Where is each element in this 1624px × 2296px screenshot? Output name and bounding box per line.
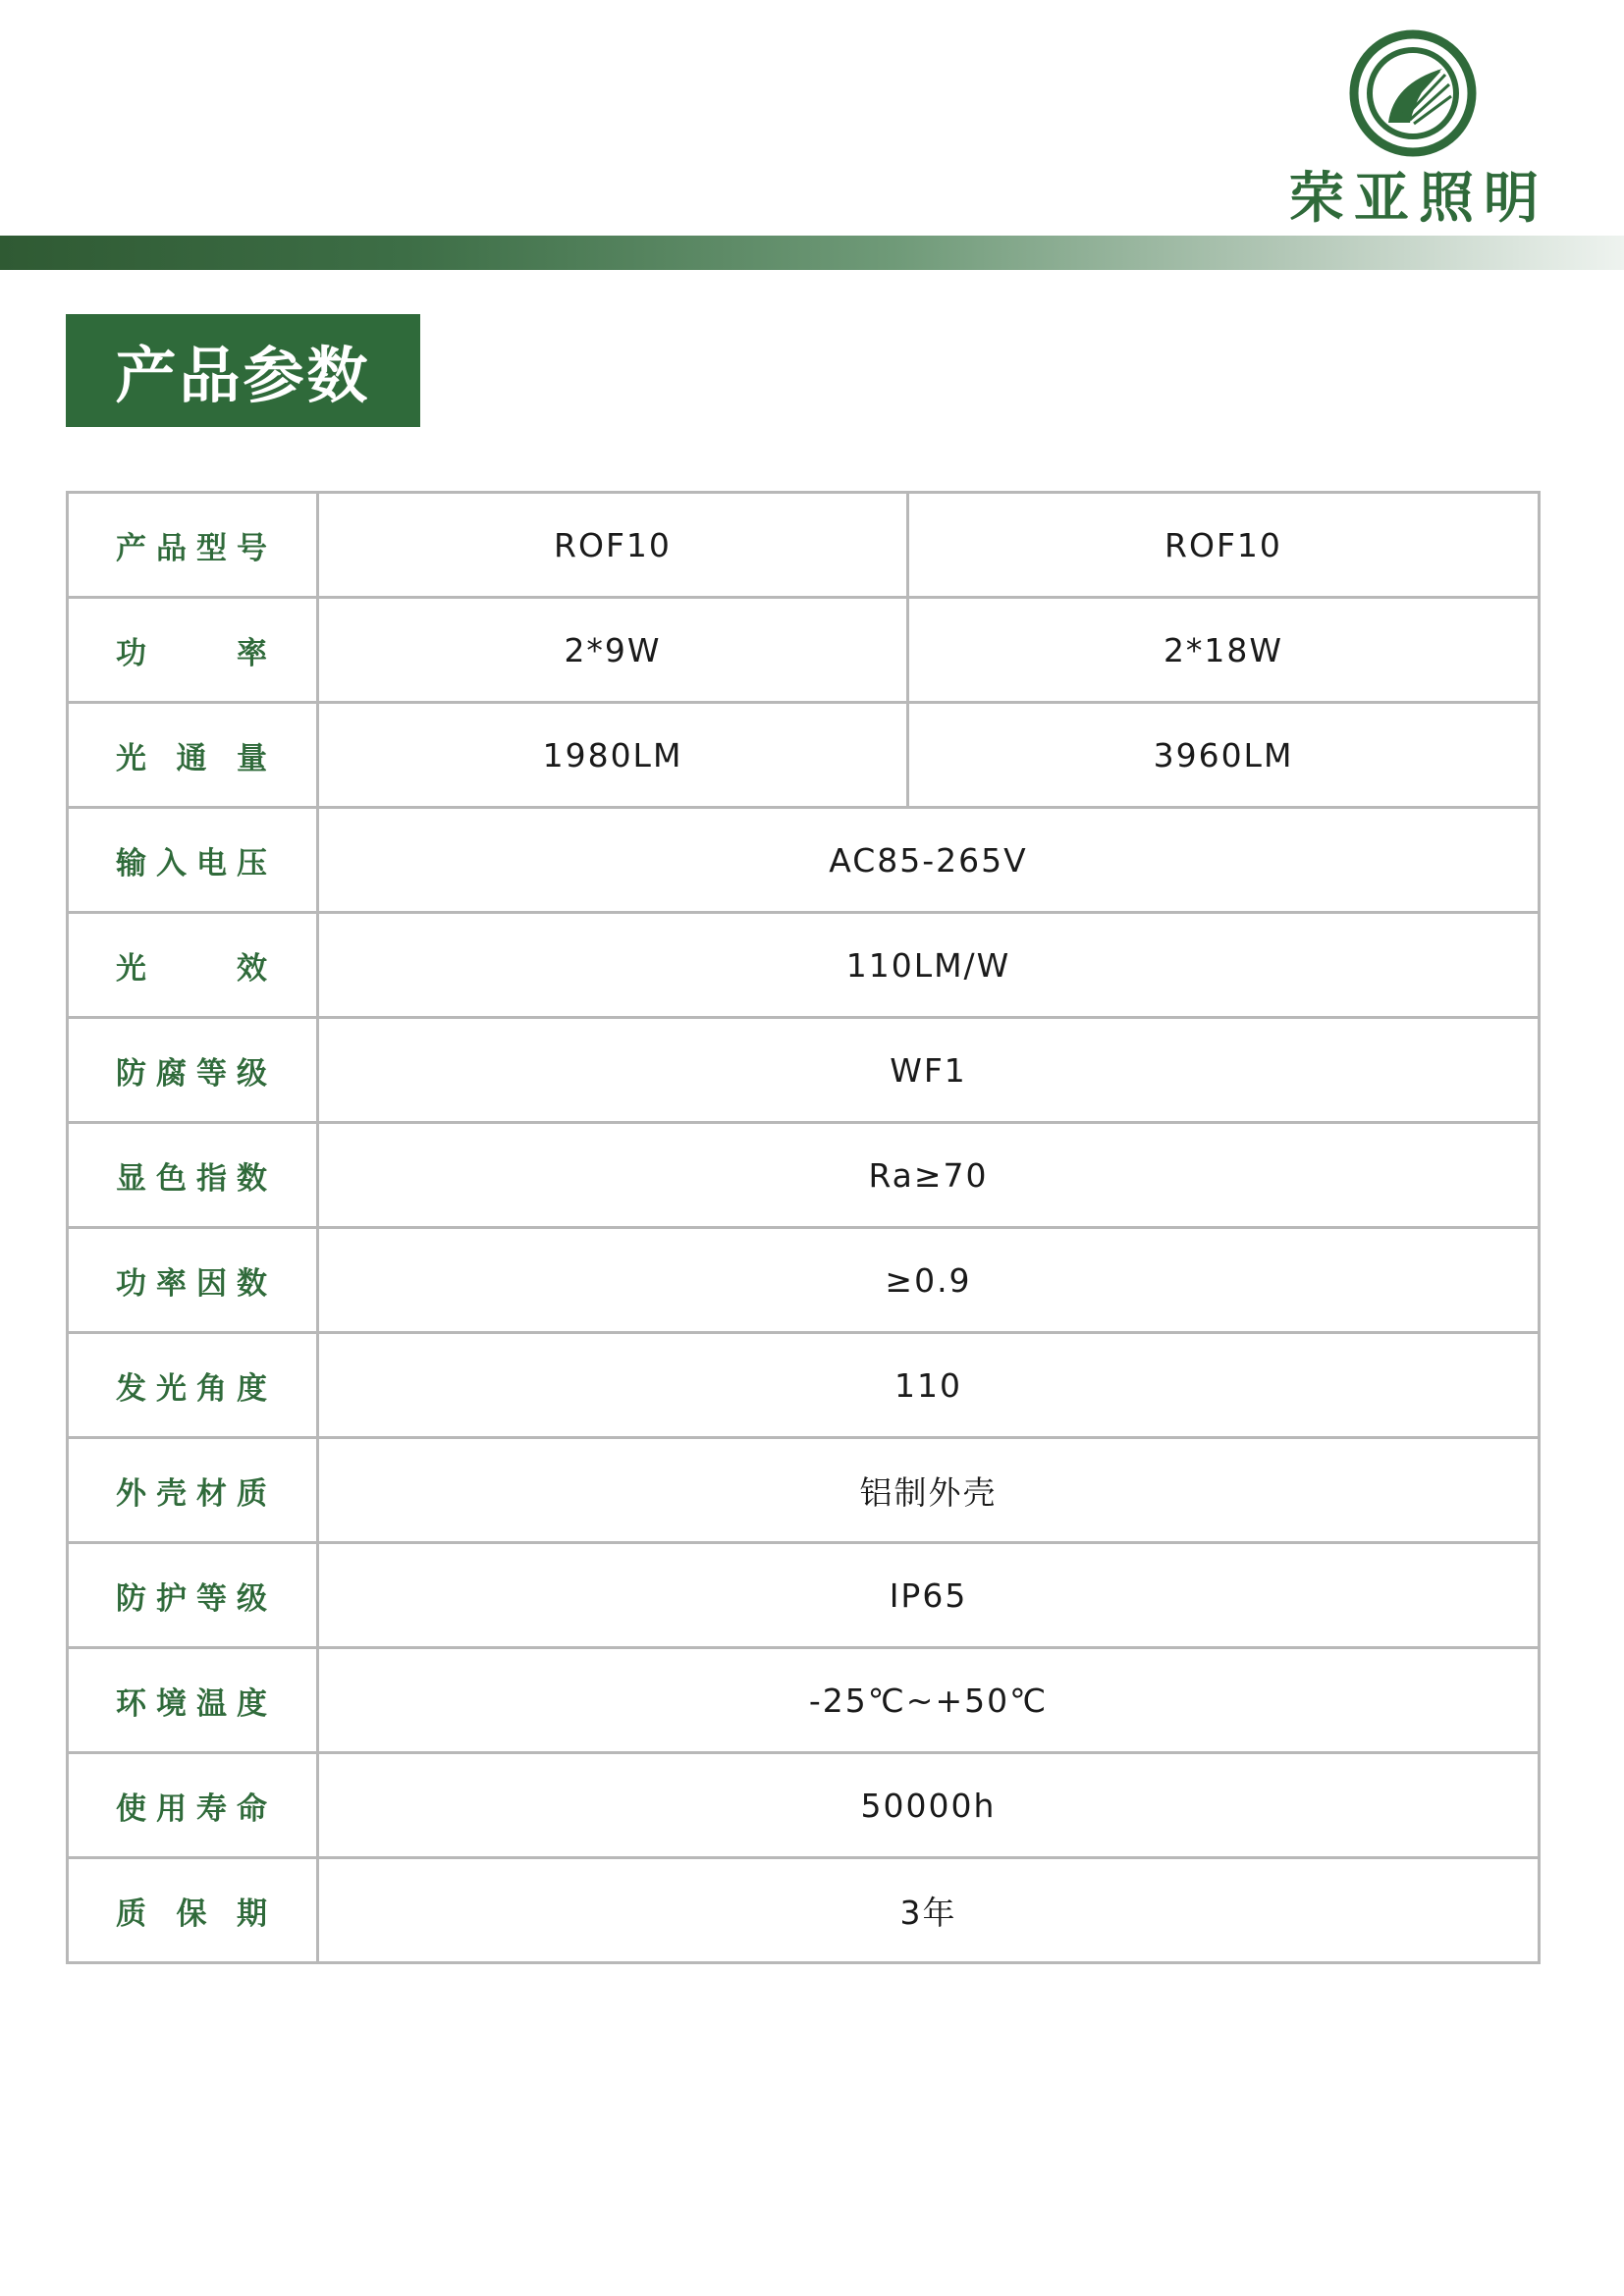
row-value: 2*18W: [908, 598, 1540, 703]
row-label: 防护等级: [68, 1543, 318, 1648]
row-label: 发光角度: [68, 1333, 318, 1438]
table-row: [68, 1123, 1540, 1228]
row-value: ROF10: [908, 493, 1540, 598]
leaf-logo-icon: [1349, 29, 1477, 157]
table-row: [68, 1648, 1540, 1753]
table-row: [68, 1018, 1540, 1123]
row-value: WF1: [318, 1018, 1540, 1123]
row-label: 环境温度: [68, 1648, 318, 1753]
row-value: 50000h: [318, 1753, 1540, 1858]
row-label: 光通量: [68, 703, 318, 808]
section-title: 产品参数: [115, 340, 371, 411]
row-value: ≥0.9: [318, 1228, 1540, 1333]
table-row: [68, 1333, 1540, 1438]
table-row: [68, 1228, 1540, 1333]
row-value: ROF10: [318, 493, 908, 598]
row-label: 防腐等级: [68, 1018, 318, 1123]
row-value: 1980LM: [318, 703, 908, 808]
table-row: [68, 913, 1540, 1018]
row-value: 3年: [318, 1858, 1540, 1963]
row-label: 质保期: [68, 1858, 318, 1963]
table-row: [68, 1543, 1540, 1648]
row-label: 产品型号: [68, 493, 318, 598]
row-value: 铝制外壳: [318, 1438, 1540, 1543]
table-row: [68, 493, 1540, 598]
table-row: [68, 703, 1540, 808]
spec-table: [66, 491, 1541, 1964]
row-label: 功率: [68, 598, 318, 703]
row-value: AC85-265V: [318, 808, 1540, 913]
row-label: 使用寿命: [68, 1753, 318, 1858]
table-row: [68, 1858, 1540, 1963]
table-row: [68, 808, 1540, 913]
section-title-box: [66, 314, 420, 427]
row-label: 光效: [68, 913, 318, 1018]
brand-name: 荣亚照明: [1289, 167, 1548, 231]
row-value: 2*9W: [318, 598, 908, 703]
table-row: [68, 1753, 1540, 1858]
row-value: -25℃~+50℃: [318, 1648, 1540, 1753]
brand-logo: [1276, 29, 1561, 231]
row-value: 110: [318, 1333, 1540, 1438]
table-row: [68, 1438, 1540, 1543]
header-banner: [0, 236, 1624, 270]
row-value: 3960LM: [908, 703, 1540, 808]
row-label: 外壳材质: [68, 1438, 318, 1543]
row-value: Ra≥70: [318, 1123, 1540, 1228]
row-value: 110LM/W: [318, 913, 1540, 1018]
row-label: 显色指数: [68, 1123, 318, 1228]
row-label: 功率因数: [68, 1228, 318, 1333]
table-row: [68, 598, 1540, 703]
row-label: 输入电压: [68, 808, 318, 913]
row-value: IP65: [318, 1543, 1540, 1648]
